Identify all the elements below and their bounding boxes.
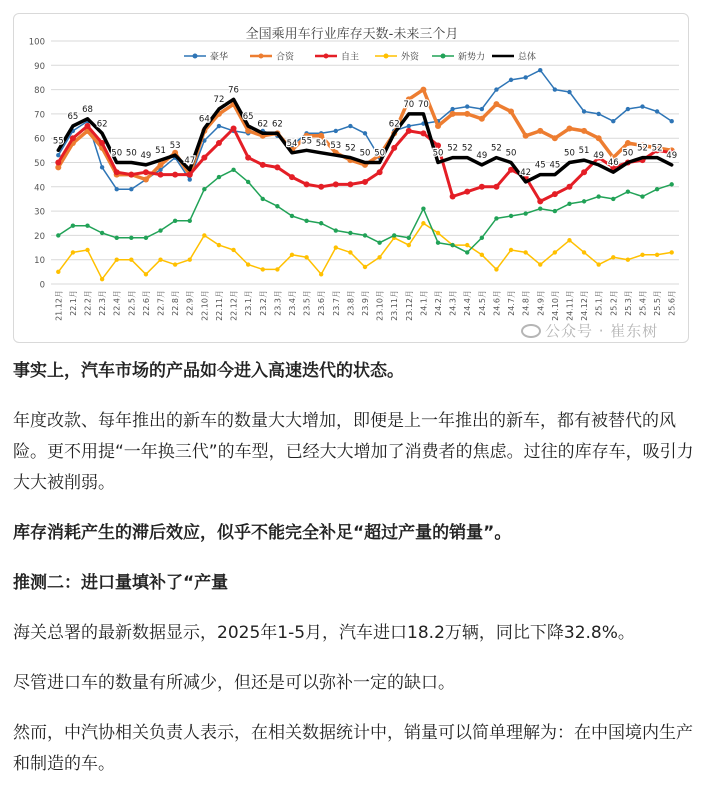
point-3-10: [202, 233, 206, 237]
point-0-27: [450, 107, 454, 111]
x-tick-39: 25.3月: [623, 290, 633, 316]
data-label-19: 53: [330, 141, 342, 152]
y-tick-80: 80: [34, 86, 45, 97]
data-label-36: 51: [578, 146, 590, 157]
point-4-24: [407, 236, 411, 240]
legend-label-1: 合资: [276, 52, 295, 63]
data-label-16: 54: [286, 138, 298, 149]
x-tick-28: 24.4月: [463, 290, 473, 316]
data-label-32: 42: [520, 167, 532, 178]
point-2-5: [128, 172, 134, 178]
point-3-18: [319, 272, 323, 276]
x-tick-8: 22.8月: [171, 290, 181, 316]
x-tick-labels: [54, 290, 676, 321]
point-4-40: [640, 194, 644, 198]
y-tick-90: 90: [34, 61, 45, 72]
point-2-14: [260, 162, 266, 168]
point-3-41: [655, 253, 659, 257]
x-tick-14: 23.2月: [258, 290, 268, 316]
data-label-10: 64: [198, 114, 210, 125]
point-3-19: [334, 245, 338, 249]
point-4-2: [85, 223, 89, 227]
point-4-31: [509, 214, 513, 218]
point-3-5: [129, 258, 133, 262]
x-tick-19: 23.7月: [331, 290, 341, 316]
point-4-29: [480, 236, 484, 240]
article-paragraph-7: 然而，中汽协相关负责人表示，在相关数据统计中，销量可以简单理解为：在中国境内生产和制造的车。: [13, 723, 693, 774]
point-3-26: [436, 231, 440, 235]
point-3-8: [173, 262, 177, 266]
article-paragraph-5: 海关总署的最新数据显示，2025年1-5月，汽车进口18.2万辆，同比下降32.8%。: [13, 623, 635, 643]
y-tick-50: 50: [34, 159, 45, 169]
point-4-21: [363, 233, 367, 237]
data-label-11: 72: [213, 95, 225, 106]
x-tick-40: 25.4月: [638, 290, 648, 316]
data-label-13: 65: [242, 112, 254, 123]
point-4-11: [217, 175, 221, 179]
point-3-13: [246, 262, 250, 266]
point-0-34: [553, 87, 557, 91]
point-2-19: [333, 181, 339, 187]
point-3-1: [71, 250, 75, 254]
point-2-16: [289, 174, 295, 180]
data-label-40: 52: [637, 143, 648, 154]
point-3-32: [523, 250, 527, 254]
x-tick-41: 25.5月: [653, 290, 663, 316]
y-tick-20: 20: [34, 231, 45, 242]
point-4-0: [56, 233, 60, 237]
point-4-7: [158, 228, 162, 232]
x-tick-34: 24.10月: [550, 290, 560, 321]
legend-label-3: 外资: [401, 52, 420, 63]
data-label-42: 49: [666, 150, 678, 161]
point-0-29: [480, 107, 484, 111]
point-1-6: [143, 177, 149, 183]
point-0-36: [582, 109, 586, 113]
data-label-35: 50: [564, 148, 575, 159]
point-2-22: [377, 169, 383, 175]
article-body: [13, 356, 697, 799]
data-label-7: 51: [155, 146, 166, 157]
point-4-15: [275, 204, 279, 208]
x-tick-12: 22.12月: [229, 290, 239, 321]
x-tick-11: 22.11月: [214, 290, 224, 321]
x-tick-38: 25.2月: [609, 290, 619, 316]
chart-title: 全国乘用车行业库存天数-未来三个月: [245, 27, 459, 42]
data-label-15: 62: [271, 119, 283, 130]
point-4-32: [523, 211, 527, 215]
point-1-37: [596, 135, 602, 141]
x-tick-5: 22.5月: [127, 290, 137, 316]
x-tick-21: 23.9月: [361, 290, 370, 316]
y-tick-30: 30: [34, 207, 45, 218]
point-1-27: [450, 111, 456, 117]
point-4-27: [450, 243, 454, 247]
data-label-12: 76: [228, 85, 239, 96]
point-2-28: [464, 189, 470, 195]
point-1-39: [625, 140, 631, 146]
point-4-34: [553, 209, 557, 213]
x-tick-0: 21.12月: [54, 290, 64, 321]
point-3-36: [582, 250, 586, 254]
y-tick-70: 70: [34, 110, 45, 121]
point-1-26: [435, 123, 441, 129]
point-0-30: [494, 87, 498, 91]
point-1-32: [523, 133, 529, 139]
point-4-12: [231, 168, 235, 172]
point-3-12: [231, 248, 235, 252]
point-2-11: [216, 140, 222, 146]
point-4-37: [596, 194, 600, 198]
point-4-10: [202, 187, 206, 191]
point-0-37: [596, 112, 600, 116]
point-3-35: [567, 238, 571, 242]
point-3-2: [85, 248, 89, 252]
inventory-days-line-chart: [14, 14, 689, 343]
point-2-13: [245, 155, 251, 161]
watermark-text: 公众号 · 崔东树: [545, 322, 659, 340]
x-tick-16: 23.4月: [287, 290, 297, 316]
data-label-31: 50: [505, 148, 517, 159]
point-4-17: [304, 219, 308, 223]
point-3-37: [596, 262, 600, 266]
point-1-34: [552, 135, 558, 141]
x-tick-6: 22.6月: [141, 290, 151, 316]
data-label-5: 50: [125, 148, 137, 159]
x-tick-7: 22.7月: [156, 290, 166, 316]
point-4-1: [71, 223, 75, 227]
point-0-39: [626, 107, 630, 111]
point-0-4: [115, 187, 119, 191]
point-0-32: [523, 75, 527, 79]
point-1-28: [464, 111, 470, 117]
point-4-3: [100, 231, 104, 235]
point-2-34: [552, 191, 558, 197]
point-4-13: [246, 180, 250, 184]
point-3-38: [611, 255, 615, 259]
point-4-8: [173, 219, 177, 223]
point-2-2: [85, 123, 91, 129]
point-3-33: [538, 262, 542, 266]
point-2-27: [450, 194, 456, 200]
point-2-17: [304, 181, 310, 187]
article-heading-guess-2: 推测二：进口量填补了“产量: [13, 573, 229, 593]
x-tick-9: 22.9月: [185, 290, 195, 316]
point-3-3: [100, 277, 104, 281]
point-3-14: [261, 267, 265, 271]
point-0-42: [669, 119, 673, 123]
point-4-41: [655, 187, 659, 191]
series-line-3: [58, 223, 671, 279]
x-tick-10: 22.10月: [200, 290, 210, 321]
data-label-6: 49: [140, 150, 152, 161]
article-paragraph-1: 事实上，汽车市场的产品如今进入高速迭代的状态。: [13, 361, 404, 381]
point-3-28: [465, 243, 469, 247]
point-2-36: [581, 169, 587, 175]
point-2-9: [187, 172, 193, 178]
x-tick-26: 24.2月: [434, 290, 444, 316]
point-3-7: [158, 258, 162, 262]
point-3-29: [480, 253, 484, 257]
legend-label-0: 豪华: [210, 52, 229, 63]
point-0-0: [56, 153, 60, 157]
point-3-4: [115, 258, 119, 262]
legend-marker-4: [441, 54, 446, 59]
point-2-10: [201, 155, 207, 161]
point-3-20: [348, 250, 352, 254]
data-label-18: 54: [315, 138, 327, 149]
point-4-42: [669, 182, 673, 186]
article-paragraph-2: 年度改款、每年推出的新车的数量大大增加，即便是上一年推出的新车，都有被替代的风险。更不用提“一年换三代”的车型，已经大大增加了消费者的焦虑。过往的库存车，吸引力大大被削弱。: [13, 411, 694, 493]
point-2-15: [274, 164, 280, 170]
point-2-4: [114, 169, 120, 175]
data-label-30: 52: [491, 143, 502, 154]
point-4-19: [334, 228, 338, 232]
y-tick-100: 100: [28, 37, 45, 48]
point-0-33: [538, 68, 542, 72]
data-label-41: 52: [651, 143, 663, 154]
x-tick-25: 24.1月: [419, 290, 429, 316]
data-label-9: 47: [184, 155, 196, 166]
point-0-31: [509, 78, 513, 82]
point-0-11: [217, 124, 221, 128]
data-label-27: 52: [447, 143, 459, 154]
data-label-28: 52: [461, 143, 473, 154]
data-label-25: 70: [418, 99, 429, 110]
point-0-38: [611, 119, 615, 123]
point-2-6: [143, 169, 149, 175]
point-3-39: [626, 258, 630, 262]
data-label-24: 70: [403, 99, 415, 110]
point-4-35: [567, 202, 571, 206]
legend-marker-1: [259, 54, 264, 59]
series-lines: [52, 68, 674, 281]
data-label-39: 50: [622, 148, 634, 159]
point-2-29: [479, 184, 485, 190]
point-1-25: [420, 87, 426, 93]
data-label-0: 55: [52, 136, 64, 147]
point-2-33: [537, 198, 543, 204]
x-tick-29: 24.5月: [477, 290, 487, 316]
point-2-30: [493, 184, 499, 190]
point-4-9: [188, 219, 192, 223]
point-4-18: [319, 221, 323, 225]
point-4-38: [611, 197, 615, 201]
point-3-21: [363, 265, 367, 269]
point-3-16: [290, 253, 294, 257]
point-2-21: [362, 179, 368, 185]
point-1-7: [158, 162, 164, 168]
legend-marker-3: [384, 54, 389, 59]
point-0-5: [129, 187, 133, 191]
point-4-25: [421, 206, 425, 210]
point-0-28: [465, 104, 469, 108]
legend-marker-0: [193, 54, 198, 59]
legend-label-5: 总体: [518, 52, 537, 63]
y-tick-labels: [29, 38, 45, 291]
point-3-9: [188, 258, 192, 262]
legend-label-2: 自主: [341, 52, 360, 63]
point-0-40: [640, 104, 644, 108]
point-4-36: [582, 199, 586, 203]
data-label-20: 52: [344, 143, 356, 154]
wechat-icon: [521, 324, 541, 338]
article-paragraph-6: 尽管进口车的数量有所减少，但还是可以弥补一定的缺口。: [13, 673, 455, 693]
data-label-33: 45: [534, 160, 546, 171]
y-tick-40: 40: [34, 183, 45, 194]
point-3-34: [553, 250, 557, 254]
point-1-36: [581, 128, 587, 134]
data-label-3: 62: [96, 119, 108, 130]
x-tick-31: 24.7月: [507, 290, 517, 316]
x-tick-35: 24.11月: [565, 290, 575, 321]
point-3-30: [494, 267, 498, 271]
point-2-25: [420, 130, 426, 136]
point-4-22: [377, 240, 381, 244]
point-3-42: [669, 250, 673, 254]
data-label-29: 49: [476, 150, 488, 161]
point-0-20: [348, 124, 352, 128]
point-2-12: [231, 125, 237, 131]
data-label-21: 50: [359, 148, 371, 159]
point-4-5: [129, 236, 133, 240]
point-2-8: [172, 172, 178, 178]
point-3-40: [640, 253, 644, 257]
x-tick-32: 24.8月: [521, 290, 531, 316]
point-2-24: [406, 128, 412, 134]
point-0-41: [655, 109, 659, 113]
point-4-33: [538, 206, 542, 210]
point-0-35: [567, 90, 571, 94]
data-label-26: 50: [432, 148, 444, 159]
data-label-4: 50: [111, 148, 123, 159]
point-3-17: [304, 255, 308, 259]
data-label-23: 62: [388, 119, 400, 130]
point-2-1: [70, 135, 76, 141]
x-tick-13: 23.1月: [244, 290, 254, 316]
point-4-28: [465, 250, 469, 254]
point-3-6: [144, 272, 148, 276]
y-tick-60: 60: [34, 134, 45, 145]
x-tick-22: 23.10月: [375, 290, 385, 321]
legend-marker-2: [324, 54, 329, 59]
legend: [184, 51, 536, 63]
x-tick-18: 23.6月: [317, 290, 327, 316]
x-tick-4: 22.4月: [112, 290, 122, 316]
x-tick-17: 23.5月: [302, 290, 312, 316]
point-4-23: [392, 233, 396, 237]
point-4-4: [115, 236, 119, 240]
data-label-38: 46: [607, 158, 619, 169]
point-0-24: [407, 124, 411, 128]
point-0-3: [100, 165, 104, 169]
watermark: [521, 320, 658, 341]
x-tick-3: 22.3月: [98, 290, 108, 316]
point-1-29: [479, 116, 485, 122]
point-2-7: [158, 172, 164, 178]
point-3-15: [275, 267, 279, 271]
point-4-6: [144, 236, 148, 240]
x-tick-20: 23.8月: [346, 290, 356, 316]
point-3-24: [407, 243, 411, 247]
point-0-19: [334, 129, 338, 133]
data-label-22: 50: [374, 148, 386, 159]
x-tick-1: 22.1月: [68, 290, 78, 316]
data-label-17: 55: [301, 136, 312, 147]
x-tick-30: 24.6月: [492, 290, 502, 316]
point-0-9: [188, 177, 192, 181]
point-2-20: [347, 181, 353, 187]
x-tick-2: 22.2月: [83, 290, 93, 316]
x-tick-15: 23.3月: [273, 290, 283, 316]
point-2-0: [55, 160, 61, 166]
point-3-25: [421, 221, 425, 225]
y-tick-0: 0: [39, 280, 45, 291]
legend-label-4: 新势力: [458, 52, 486, 63]
point-2-35: [566, 184, 572, 190]
point-3-11: [217, 243, 221, 247]
point-3-31: [509, 248, 513, 252]
point-4-26: [436, 240, 440, 244]
data-label-8: 53: [169, 141, 181, 152]
point-4-30: [494, 216, 498, 220]
point-3-22: [377, 255, 381, 259]
x-tick-42: 25.6月: [667, 290, 677, 316]
point-4-20: [348, 231, 352, 235]
x-tick-23: 23.11月: [390, 290, 400, 321]
x-tick-33: 24.9月: [536, 290, 546, 316]
data-label-37: 49: [593, 150, 605, 161]
point-2-18: [318, 184, 324, 190]
chart-card: [13, 13, 689, 343]
point-1-31: [508, 108, 514, 114]
series-line-5: [58, 99, 671, 182]
x-tick-37: 25.1月: [594, 290, 604, 316]
point-4-16: [290, 214, 294, 218]
y-tick-10: 10: [34, 256, 45, 267]
point-2-23: [391, 145, 397, 151]
data-label-34: 45: [549, 160, 561, 171]
x-tick-27: 24.3月: [448, 290, 458, 316]
data-label-1: 65: [67, 112, 79, 123]
point-1-30: [493, 101, 499, 107]
point-4-14: [261, 197, 265, 201]
x-tick-24: 23.12月: [404, 290, 414, 321]
data-label-14: 62: [257, 119, 269, 130]
article-paragraph-3: 库存消耗产生的滞后效应，似乎不能完全补足“超过产量的销量”。: [13, 523, 512, 543]
x-tick-36: 24.12月: [580, 290, 590, 321]
point-0-21: [363, 131, 367, 135]
data-label-2: 68: [82, 104, 93, 115]
point-1-33: [537, 128, 543, 134]
point-4-39: [626, 189, 630, 193]
point-3-0: [56, 270, 60, 274]
point-1-35: [566, 125, 572, 131]
